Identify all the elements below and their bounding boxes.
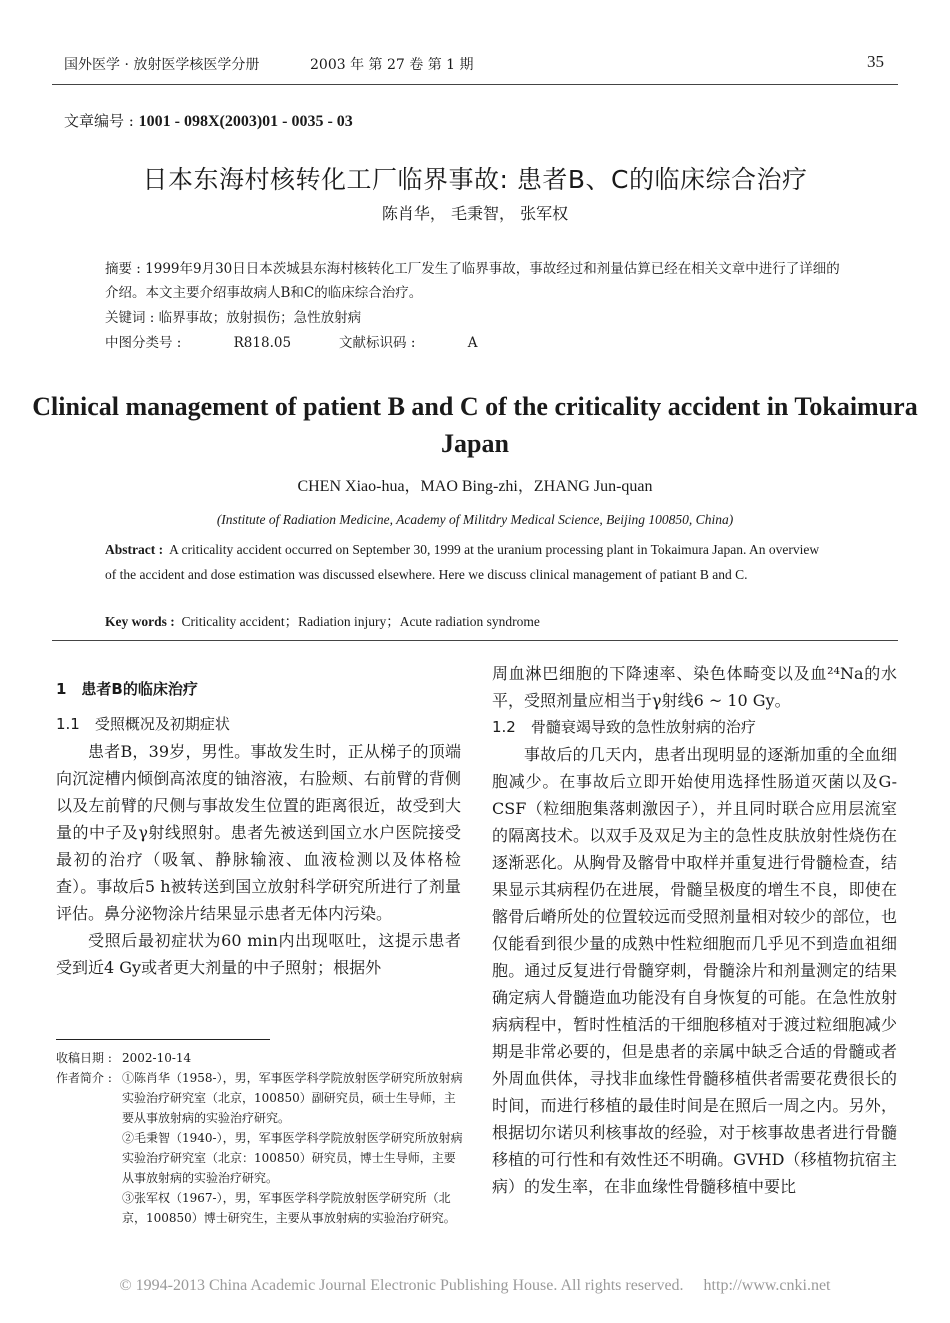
received-label: 收稿日期 : [56,1051,112,1065]
received-date [56,1048,466,1068]
authors-english: CHEN Xiao-hua，MAO Bing-zhi，ZHANG Jun-quan [297,478,653,495]
author-bio-3: ③张军权（1967-），男，军事医学科学院放射医学研究所（北京，100850）博士研究生，主要从事放射病的实验治疗研究。 [122,1191,456,1225]
author-bio-label: 作者简介 : [56,1071,112,1085]
abstract-english [105,537,825,587]
footnote-rule [56,1039,270,1040]
abstract-cn-text: 1999年9月30日日本茨城县东海村核转化工厂发生了临界事故，事故经过和剂量估算已经在相关文章中进行了详细的介绍。本文主要介绍事故病人B和C的临床综合治疗。 [105,261,840,301]
author-bio-list [122,1068,466,1228]
footnotes [56,1048,466,1228]
keywords-chinese [105,306,361,330]
abstract-en-text: A criticality accident occurred on September 30, 1999 at the uranium processing plant in Tokaimura Japan. An overview of the accident and dose estimation was discussed elsewhere. Here we discuss clinical management of patiant B and C. [105,542,820,582]
paragraph-continued: 周血淋巴细胞的下降速率、染色体畸变以及血²⁴Na的水平，受照剂量应相当于γ射线6 ~ 10 Gy。 [492,664,897,710]
journal-name: 国外医学 · 放射医学核医学分册 [64,57,260,73]
doc-code-value: A [467,335,478,351]
header-rule [52,84,898,85]
keywords-cn-label: 关键词 : [105,310,155,326]
keywords-en-label: Key words : [105,614,175,629]
doc-code-label: 文献标识码 : [339,335,416,351]
section-heading-1-1: 1.1 受照概况及初期症状 [56,715,230,733]
author-bio-2: ②毛秉智（1940-），男，军事医学科学院放射医学研究所放射病实验治疗研究室（北京：100850）研究员，博士生导师，主要从事放射病的实验治疗研究。 [122,1131,463,1185]
body-column-left [56,676,461,981]
clc-value: R818.05 [233,335,292,351]
article-number-label: 文章编号 : [64,112,134,130]
section-heading-1: 1 患者B的临床治疗 [56,680,198,698]
title-english: Clinical management of patient B and C of the criticality accident in Tokaimura Japan [32,392,918,458]
paragraph-3: 事故后的几天内，患者出现明显的逐渐加重的全血细胞减少。在事故后立即开始使用选择性肠道灭菌以及G-CSF（粒细胞集落刺激因子），并且同时联合应用层流室的隔离技术。以双手及双足为主的急性皮肤放射性烧伤在逐渐恶化。从胸骨及髂骨中取样并重复进行骨髓检查，结果显示其病程仍在进展，骨髓呈极度的增生不良，即使在髂骨后嵴所处的位置较远而受照剂量相对较少的部位，也仅能看到很少量的成熟中性粒细胞而几乎见不到造血祖细胞。通过反复进行骨髓穿刺，骨髓涂片和剂量测定的结果确定病人骨髓造血功能没有自身恢复的可能。在急性放射病病程中，暂时性植活的干细胞移植对于渡过粒细胞减少期是非常必要的，但是患者的亲属中缺乏合适的骨髓或者外周血供体，寻找非血缘性骨髓移植供者需要花费很长的时间，而进行移植的最佳时间是在照后一周之内。另外，根据切尔诺贝利核事故的经验，对于核事故患者进行骨髓移植的可行性和有效性还不明确。GVHD（移植物抗宿主病）的发生率，在非血缘性骨髓移植中要比 [492,745,897,1196]
abstract-en-label: Abstract : [105,542,164,557]
keywords-en-text: Criticality accident；Radiation injury；Acute radiation syndrome [181,614,540,629]
affiliation-english: (Institute of Radiation Medicine, Academy of Militdry Medical Science, Beijing 100850, China) [216,512,734,527]
document-code [339,335,477,351]
classification-line [105,331,477,355]
authors-chinese: 陈肖华， 毛秉智， 张军权 [381,204,569,223]
clc-number [105,335,291,351]
page-number: 35 [867,52,884,71]
abstract-chinese [105,257,850,305]
article-number [64,110,353,131]
abstract-cn-label: 摘要 : [105,261,141,277]
received-value: 2002-10-14 [122,1051,192,1065]
keywords-cn-text: 临界事故；放射损伤；急性放射病 [158,310,362,326]
article-number-value: 1001 - 098X(2003)01 - 0035 - 03 [138,113,353,130]
abstract-rule [52,640,898,641]
title-chinese: 日本东海村核转化工厂临界事故: 患者B、C的临床综合治疗 [142,165,808,194]
author-bio [56,1068,466,1228]
copyright-watermark: © 1994-2013 China Academic Journal Electronic Publishing House. All rights reserved. http://www.cnki.net [119,1277,831,1294]
issue-info: 2003 年 第 27 卷 第 1 期 [310,57,474,73]
author-bio-1: ①陈肖华（1958-），男，军事医学科学院放射医学研究所放射病实验治疗研究室（北京，100850）副研究员，硕士生导师，主要从事放射病的实验治疗研究。 [122,1071,463,1125]
paragraph-1: 患者B，39岁，男性。事故发生时，正从梯子的顶端向沉淀槽内倾倒高浓度的铀溶液，右脸颊、右前臂的背侧以及左前臂的尺侧与事故发生位置的距离很近，故受到大量的中子及γ射线照射。患者先被送到国立水户医院接受最初的治疗（吸氧、静脉输液、血液检测以及体格检查）。事故后5 h被转送到国立放射科学研究所进行了剂量评估。鼻分泌物涂片结果显示患者无体内污染。 [56,742,461,923]
clc-label: 中图分类号 : [105,335,182,351]
body-column-right [492,660,897,1200]
paragraph-2: 受照后最初症状为60 min内出现呕吐，这提示患者受到近4 Gy或者更大剂量的中子照射；根据外 [56,931,461,977]
section-heading-1-2: 1.2 骨髓衰竭导致的急性放射病的治疗 [492,718,756,736]
keywords-english [105,610,540,630]
